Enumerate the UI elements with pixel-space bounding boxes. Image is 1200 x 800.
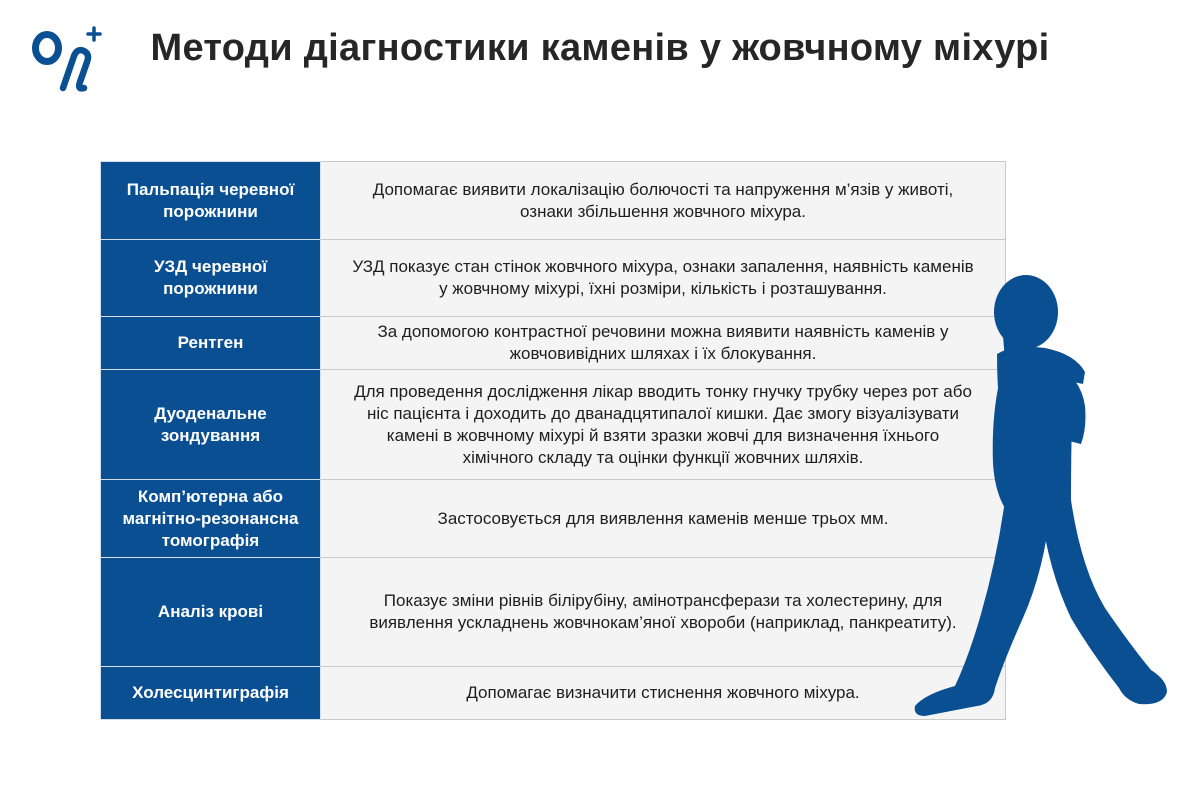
method-description: Допомагає виявити локалізацію болючості та напруження м’язів у животі, ознаки збільшення жовчного міхура. — [321, 162, 1006, 240]
table-row — [101, 162, 1006, 240]
table-row — [101, 370, 1006, 480]
method-name: Рентген — [101, 317, 321, 370]
on-plus-logo-icon — [30, 26, 106, 96]
method-description: УЗД показує стан стінок жовчного міхура, ознаки запалення, наявність каменів у жовчному міхурі, їхні розміри, кількість і розташування. — [321, 240, 1006, 317]
diagnostics-table — [100, 161, 1006, 720]
method-description: Застосовується для виявлення каменів менше трьох мм. — [321, 480, 1006, 558]
walking-boy-silhouette-icon — [905, 268, 1175, 738]
method-name: Дуоденальне зондування — [101, 370, 321, 480]
page-title: Методи діагностики каменів у жовчному міхурі — [150, 27, 1050, 69]
method-name: Аналіз крові — [101, 558, 321, 667]
method-description: Для проведення дослідження лікар вводить тонку гнучку трубку через рот або ніс пацієнта і доходить до дванадцятипалої кишки. Дає змогу візуалізувати камені в жовчному міхурі й взяти зразки жовчі для визначення їхнього хімічного складу та оцінки функції жовчних шляхів. — [321, 370, 1006, 480]
table-row — [101, 480, 1006, 558]
method-description: Допомагає визначити стиснення жовчного міхура. — [321, 667, 1006, 720]
table-row — [101, 317, 1006, 370]
method-name: Пальпація черевної порожнини — [101, 162, 321, 240]
table-row — [101, 667, 1006, 720]
table-row — [101, 558, 1006, 667]
method-description: Показує зміни рівнів білірубіну, амінотрансферази та холестерину, для виявлення ускладнень жовчнокам’яної хвороби (наприклад, панкреатиту). — [321, 558, 1006, 667]
table-row — [101, 240, 1006, 317]
method-name: Комп’ютерна або магнітно-резонансна томографія — [101, 480, 321, 558]
method-name: УЗД черевної порожнини — [101, 240, 321, 317]
method-description: За допомогою контрастної речовини можна виявити наявність каменів у жовчовивідних шляхах і їх блокування. — [321, 317, 1006, 370]
method-name: Холесцинтиграфія — [101, 667, 321, 720]
